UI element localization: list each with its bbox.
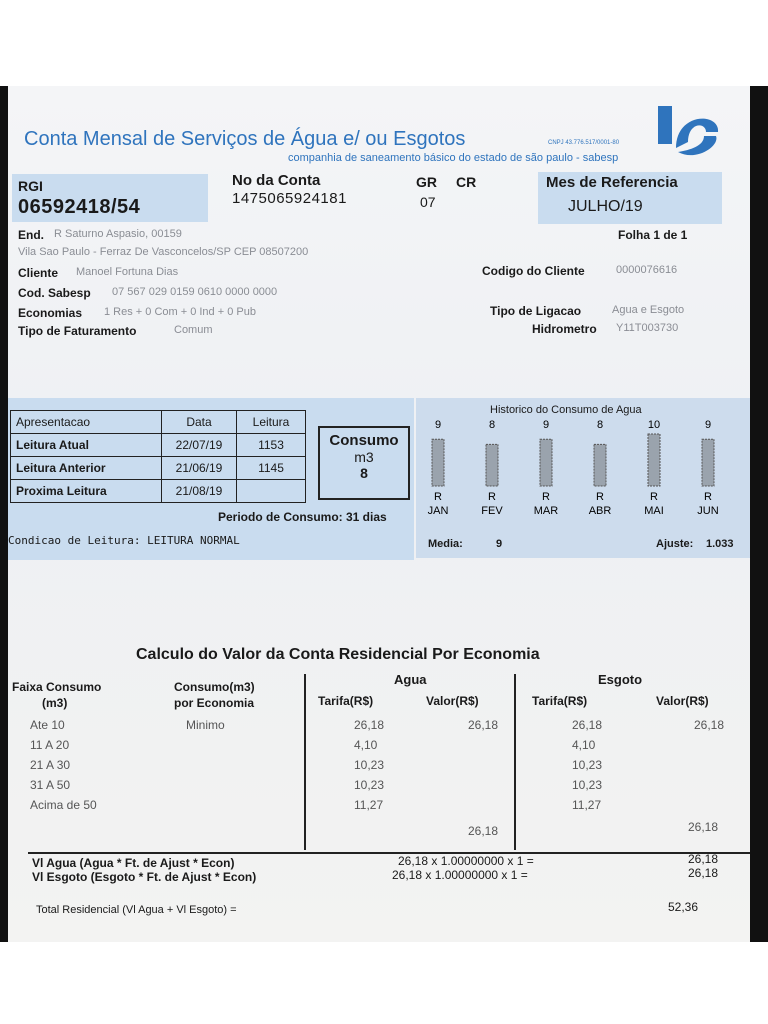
calc-total-divider xyxy=(28,852,750,854)
periodo-consumo: Periodo de Consumo: 31 dias xyxy=(218,510,387,524)
calc-cell-faixa: Ate 10 xyxy=(30,718,65,732)
chart-value-label: 10 xyxy=(647,419,661,431)
leitura-row-value: 1153 xyxy=(237,434,306,457)
leitura-header-apresentacao: Apresentacao xyxy=(11,411,162,434)
chart-flag-label: R xyxy=(704,491,712,503)
consumo-value: 8 xyxy=(360,465,368,481)
calc-header-agua: Agua xyxy=(394,672,427,687)
cnpj-text: CNPJ 43.776.517/0001-80 xyxy=(548,140,620,146)
endereco-line2: Vila Sao Paulo - Ferraz De Vasconcelos/SP CEP 08507200 xyxy=(18,246,309,258)
sabesp-logo-icon xyxy=(656,102,722,158)
calc-cell-tarifa-agua: 4,10 xyxy=(354,738,378,752)
leitura-row-date: 21/06/19 xyxy=(162,457,237,480)
calc-table xyxy=(8,674,750,874)
chart-category-label: JAN xyxy=(427,505,449,517)
calc-header-valor-esgoto: Valor(R$) xyxy=(656,694,709,708)
leitura-row-date: 22/07/19 xyxy=(162,434,237,457)
total-residencial-value: 52,36 xyxy=(668,900,699,914)
chart-bar-jun xyxy=(702,439,714,486)
calc-cell-tarifa-agua: 11,27 xyxy=(354,798,384,812)
bill-title: Conta Mensal de Serviços de Água e/ ou Esgotos xyxy=(24,128,466,150)
leitura-row-label: Proxima Leitura xyxy=(11,480,162,503)
chart-flag-label: R xyxy=(650,491,658,503)
leitura-row-date: 21/08/19 xyxy=(162,480,237,503)
ajuste-value: 1.033 xyxy=(706,538,734,550)
chart-category-label: ABR xyxy=(588,505,612,517)
condicao-leitura: Condicao de Leitura: LEITURA NORMAL xyxy=(8,534,240,547)
calc-cell-faixa: 31 A 50 xyxy=(30,778,71,792)
calc-header-consumo-economia: por Economia xyxy=(174,696,255,710)
chart-category-label: JUN xyxy=(697,505,719,517)
conta-label: No da Conta xyxy=(232,172,321,189)
codigo-cliente-label: Codigo do Cliente xyxy=(482,264,585,278)
consumo-unit: m3 xyxy=(354,449,374,465)
calc-header-esgoto: Esgoto xyxy=(598,672,643,687)
hidrometro-label: Hidrometro xyxy=(532,322,597,336)
media-label: Media: xyxy=(428,538,463,550)
chart-bar-mar xyxy=(540,439,552,486)
referencia-label: Mes de Referencia xyxy=(546,174,678,191)
tipo-ligacao-value: Agua e Esgoto xyxy=(612,304,685,316)
calc-header-valor-agua: Valor(R$) xyxy=(426,694,479,708)
chart-value-label: 8 xyxy=(596,419,604,431)
calc-title: Calculo do Valor da Conta Residencial Por Economia xyxy=(136,646,540,663)
leitura-header-row xyxy=(11,411,306,434)
ajuste-label: Ajuste: xyxy=(656,538,694,550)
gr-value: 07 xyxy=(420,194,436,210)
chart-category-label: FEV xyxy=(481,505,503,517)
calc-cell-tarifa-esgoto: 10,23 xyxy=(572,758,603,772)
hidrometro-value: Y11T003730 xyxy=(616,322,679,334)
leitura-row-atual xyxy=(11,434,306,457)
chart-value-label: 9 xyxy=(704,419,712,431)
tipo-ligacao-label: Tipo de Ligacao xyxy=(490,304,582,318)
endereco-line1: R Saturno Aspasio, 00159 xyxy=(54,228,182,240)
leitura-header-leitura: Leitura xyxy=(237,411,306,434)
calc-cell-valor-agua: 26,18 xyxy=(468,718,499,732)
leitura-header-data: Data xyxy=(162,411,237,434)
rgi-box xyxy=(12,174,208,222)
leitura-row-value xyxy=(237,480,306,503)
calc-cell-tarifa-esgoto: 10,23 xyxy=(572,778,603,792)
endereco-label: End. xyxy=(18,228,44,242)
calc-cell-tarifa-agua: 26,18 xyxy=(354,718,385,732)
cod-sabesp-label: Cod. Sabesp xyxy=(18,286,91,300)
vl-agua-formula: 26,18 x 1.00000000 x 1 = xyxy=(398,854,534,868)
historico-svg xyxy=(416,398,750,558)
total-residencial-label: Total Residencial (Vl Agua + Vl Esgoto) = xyxy=(36,904,237,916)
chart-title: Historico do Consumo de Agua xyxy=(490,404,642,416)
chart-value-label: 8 xyxy=(488,419,496,431)
calc-cell-tarifa-agua: 10,23 xyxy=(354,758,385,772)
calc-header-faixa-unit: (m3) xyxy=(42,696,68,710)
referencia-value: JULHO/19 xyxy=(568,198,643,215)
calc-cell-tarifa-esgoto: 4,10 xyxy=(572,738,596,752)
chart-bar-fev xyxy=(486,444,498,486)
cliente-label: Cliente xyxy=(18,266,59,280)
calc-cell-faixa: 21 A 30 xyxy=(30,758,71,772)
subtotal-agua: 26,18 xyxy=(468,824,499,838)
leitura-row-anterior xyxy=(11,457,306,480)
consumo-label: Consumo xyxy=(329,432,399,449)
vl-esgoto-value: 26,18 xyxy=(688,866,719,880)
chart-value-label: 9 xyxy=(434,419,442,431)
chart-bar-jan xyxy=(432,439,444,486)
calc-divider-esgoto xyxy=(514,674,516,850)
chart-flag-label: R xyxy=(542,491,550,503)
conta-value: 1475065924181 xyxy=(232,190,347,207)
chart-value-label: 9 xyxy=(542,419,550,431)
calc-divider-agua xyxy=(304,674,306,850)
chart-category-label: MAR xyxy=(533,505,559,517)
calc-cell-consumo: Minimo xyxy=(186,718,225,732)
photo-background-top xyxy=(0,0,768,86)
rgi-label: RGI xyxy=(18,178,43,194)
calc-cell-faixa: 11 A 20 xyxy=(30,738,70,752)
chart-flag-label: R xyxy=(596,491,604,503)
calc-header-faixa: Faixa Consumo xyxy=(12,680,102,694)
subtotal-esgoto: 26,18 xyxy=(688,820,719,834)
chart-flag-label: R xyxy=(488,491,496,503)
chart-flag-label: R xyxy=(434,491,442,503)
leitura-row-label: Leitura Atual xyxy=(11,434,162,457)
vl-agua-value: 26,18 xyxy=(688,852,719,866)
cr-label: CR xyxy=(456,174,477,190)
vl-esgoto-formula: 26,18 x 1.00000000 x 1 = xyxy=(392,868,528,882)
leitura-row-proxima xyxy=(11,480,306,503)
chart-bar-mai xyxy=(648,434,660,486)
photo-background-bottom xyxy=(0,942,768,1024)
economias-label: Economias xyxy=(18,306,83,320)
vl-esgoto-label: Vl Esgoto (Esgoto * Ft. de Ajust * Econ) xyxy=(32,870,257,884)
calc-header-tarifa-esgoto: Tarifa(R$) xyxy=(532,694,588,708)
bill-paper xyxy=(8,86,750,942)
calc-cell-valor-esgoto: 26,18 xyxy=(694,718,725,732)
historico-chart xyxy=(416,398,750,558)
company-subtitle: companhia de saneamento básico do estado de são paulo - sabesp xyxy=(288,152,619,164)
rgi-value: 06592418/54 xyxy=(18,196,141,218)
tipo-faturamento-label: Tipo de Faturamento xyxy=(18,324,137,338)
tipo-faturamento-value: Comum xyxy=(174,324,213,336)
economias-value: 1 Res + 0 Com + 0 Ind + 0 Pub xyxy=(104,306,256,318)
consumo-box xyxy=(318,426,410,500)
calc-cell-tarifa-esgoto: 11,27 xyxy=(572,798,602,812)
leitura-row-value: 1145 xyxy=(237,457,306,480)
referencia-box xyxy=(538,172,722,224)
chart-category-label: MAI xyxy=(644,505,664,517)
calc-cell-tarifa-agua: 10,23 xyxy=(354,778,385,792)
gr-label: GR xyxy=(416,174,437,190)
calc-cell-faixa: Acima de 50 xyxy=(30,798,97,812)
chart-bar-abr xyxy=(594,444,606,486)
cod-sabesp-value: 07 567 029 0159 0610 0000 0000 xyxy=(112,286,278,298)
calc-header-tarifa-agua: Tarifa(R$) xyxy=(318,694,374,708)
media-value: 9 xyxy=(496,538,503,550)
cliente-value: Manoel Fortuna Dias xyxy=(76,266,179,278)
folha-text: Folha 1 de 1 xyxy=(618,228,688,242)
vl-agua-label: Vl Agua (Agua * Ft. de Ajust * Econ) xyxy=(32,856,235,870)
leitura-table xyxy=(10,410,306,503)
calc-cell-tarifa-esgoto: 26,18 xyxy=(572,718,603,732)
calc-header-consumo: Consumo(m3) xyxy=(174,680,255,694)
codigo-cliente-value: 0000076616 xyxy=(616,264,678,276)
leitura-row-label: Leitura Anterior xyxy=(11,457,162,480)
